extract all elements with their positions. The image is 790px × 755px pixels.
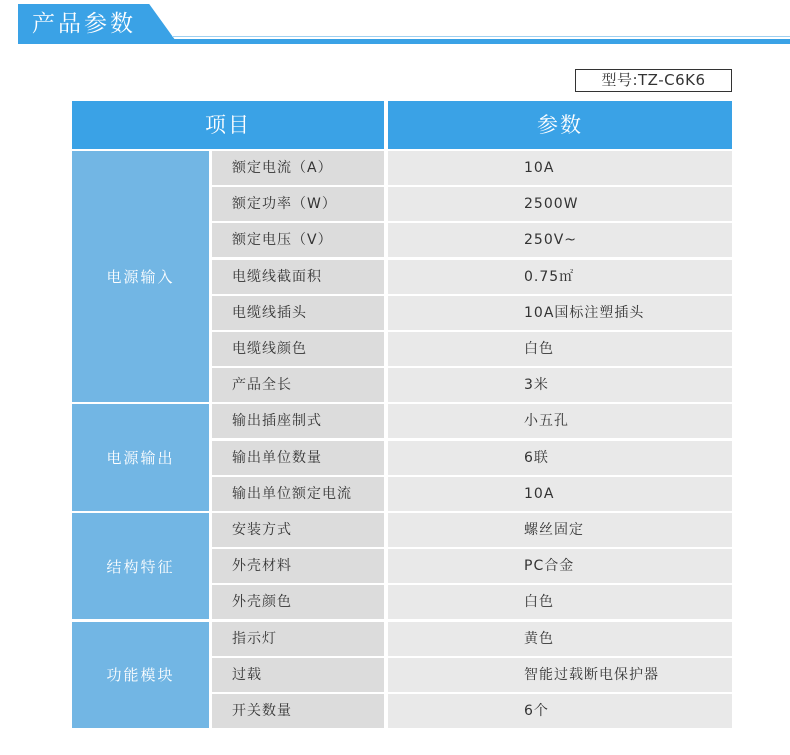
param-name: 电缆线插头: [212, 296, 384, 330]
header-item: 项目: [72, 101, 384, 149]
param-value: 0.75㎡: [388, 260, 732, 294]
banner-divider: [172, 39, 790, 44]
param-value: 白色: [388, 332, 732, 366]
param-value: 3米: [388, 368, 732, 402]
param-value: 250V~: [388, 223, 732, 257]
group-label: 电源输入: [72, 151, 209, 402]
param-name: 电缆线颜色: [212, 332, 384, 366]
param-value: 6个: [388, 694, 732, 728]
param-value: 10A国标注塑插头: [388, 296, 732, 330]
param-value: 黄色: [388, 622, 732, 656]
param-name: 外壳颜色: [212, 585, 384, 619]
param-value: 10A: [388, 477, 732, 511]
group-label: 功能模块: [72, 622, 209, 728]
param-name: 电缆线截面积: [212, 260, 384, 294]
banner-divider-thin: [172, 36, 790, 37]
section-title: 产品参数: [32, 11, 136, 37]
param-value: 白色: [388, 585, 732, 619]
param-value: 螺丝固定: [388, 513, 732, 547]
spec-table: [72, 101, 732, 732]
param-name: 过载: [212, 658, 384, 692]
param-name: 开关数量: [212, 694, 384, 728]
param-name: 指示灯: [212, 622, 384, 656]
param-name: 安装方式: [212, 513, 384, 547]
param-value: PC合金: [388, 549, 732, 583]
param-value: 小五孔: [388, 404, 732, 438]
param-value: 智能过载断电保护器: [388, 658, 732, 692]
param-name: 产品全长: [212, 368, 384, 402]
param-name: 额定电压（V）: [212, 223, 384, 257]
param-name: 输出单位额定电流: [212, 477, 384, 511]
param-value: 10A: [388, 151, 732, 185]
group-label: 电源输出: [72, 404, 209, 510]
section-banner: [0, 0, 790, 48]
param-name: 输出插座制式: [212, 404, 384, 438]
group-label: 结构特征: [72, 513, 209, 619]
header-param: 参数: [388, 101, 732, 149]
model-number: 型号:TZ-C6K6: [575, 69, 732, 92]
param-name: 额定电流（A）: [212, 151, 384, 185]
param-name: 额定功率（W）: [212, 187, 384, 221]
param-value: 6联: [388, 441, 732, 475]
param-name: 外壳材料: [212, 549, 384, 583]
param-value: 2500W: [388, 187, 732, 221]
param-name: 输出单位数量: [212, 441, 384, 475]
